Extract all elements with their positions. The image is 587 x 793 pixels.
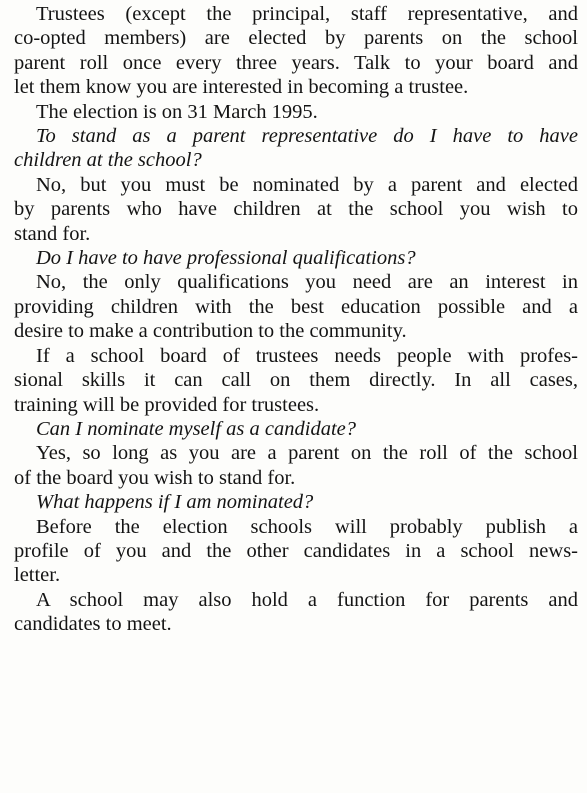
paragraph-trustee-election [14, 2, 578, 100]
text-line: candidates to meet. [14, 613, 172, 636]
text-line: What happens if I am nominated? [36, 491, 314, 514]
answer-children-at-school [14, 173, 578, 246]
text-line: letter. [14, 564, 61, 587]
text-line: The election is on 31 March 1995. [36, 100, 318, 123]
text-line: Trustees (except the principal, staff representative, and [36, 3, 578, 25]
text-line: providing children with the best education possible and a [14, 295, 578, 318]
question-children-at-school [14, 124, 578, 173]
text-line: If a school board of trustees needs people with profes- [36, 344, 578, 367]
question-nominate-myself [14, 417, 578, 441]
text-line: stand for. [14, 222, 91, 245]
text-line: let them know you are interested in becoming a trustee. [14, 76, 469, 99]
paragraph-election-date [14, 100, 578, 124]
text-line: To stand as a parent representative do I have to have [36, 125, 578, 148]
question-professional-qualifications [14, 246, 578, 270]
answer-candidate-profile [14, 515, 578, 588]
text-line: Before the election schools will probably publish a [36, 515, 578, 538]
text-line: parent roll once every three years. Talk to your board and [14, 51, 578, 74]
text-line: Do I have to have professional qualifications? [36, 247, 416, 270]
text-line: Can I nominate myself as a candidate? [36, 417, 356, 440]
text-line: No, but you must be nominated by a parent and elected [36, 173, 578, 196]
text-line: co-opted members) are elected by parents on the school [14, 27, 578, 50]
text-line: A school may also hold a function for parents and [36, 588, 578, 611]
text-line: of the board you wish to stand for. [14, 466, 296, 489]
answer-professional-qualifications [14, 270, 578, 343]
text-line: No, the only qualifications you need are an interest in [36, 271, 578, 294]
text-line: by parents who have children at the school you wish to [14, 198, 578, 221]
text-line: desire to make a contribution to the community. [14, 320, 407, 343]
text-column [14, 2, 578, 637]
text-line: training will be provided for trustees. [14, 393, 320, 416]
text-line: Yes, so long as you are a parent on the roll of the school [36, 442, 578, 465]
answer-nominate-myself [14, 441, 578, 490]
paragraph-school-function [14, 588, 578, 637]
text-line: sional skills it can call on them directly. In all cases, [14, 369, 578, 392]
question-what-happens-if-nominated [14, 490, 578, 514]
text-line: children at the school? [14, 149, 202, 172]
paragraph-professional-skills [14, 344, 578, 417]
text-line: profile of you and the other candidates in a school news- [14, 539, 578, 562]
